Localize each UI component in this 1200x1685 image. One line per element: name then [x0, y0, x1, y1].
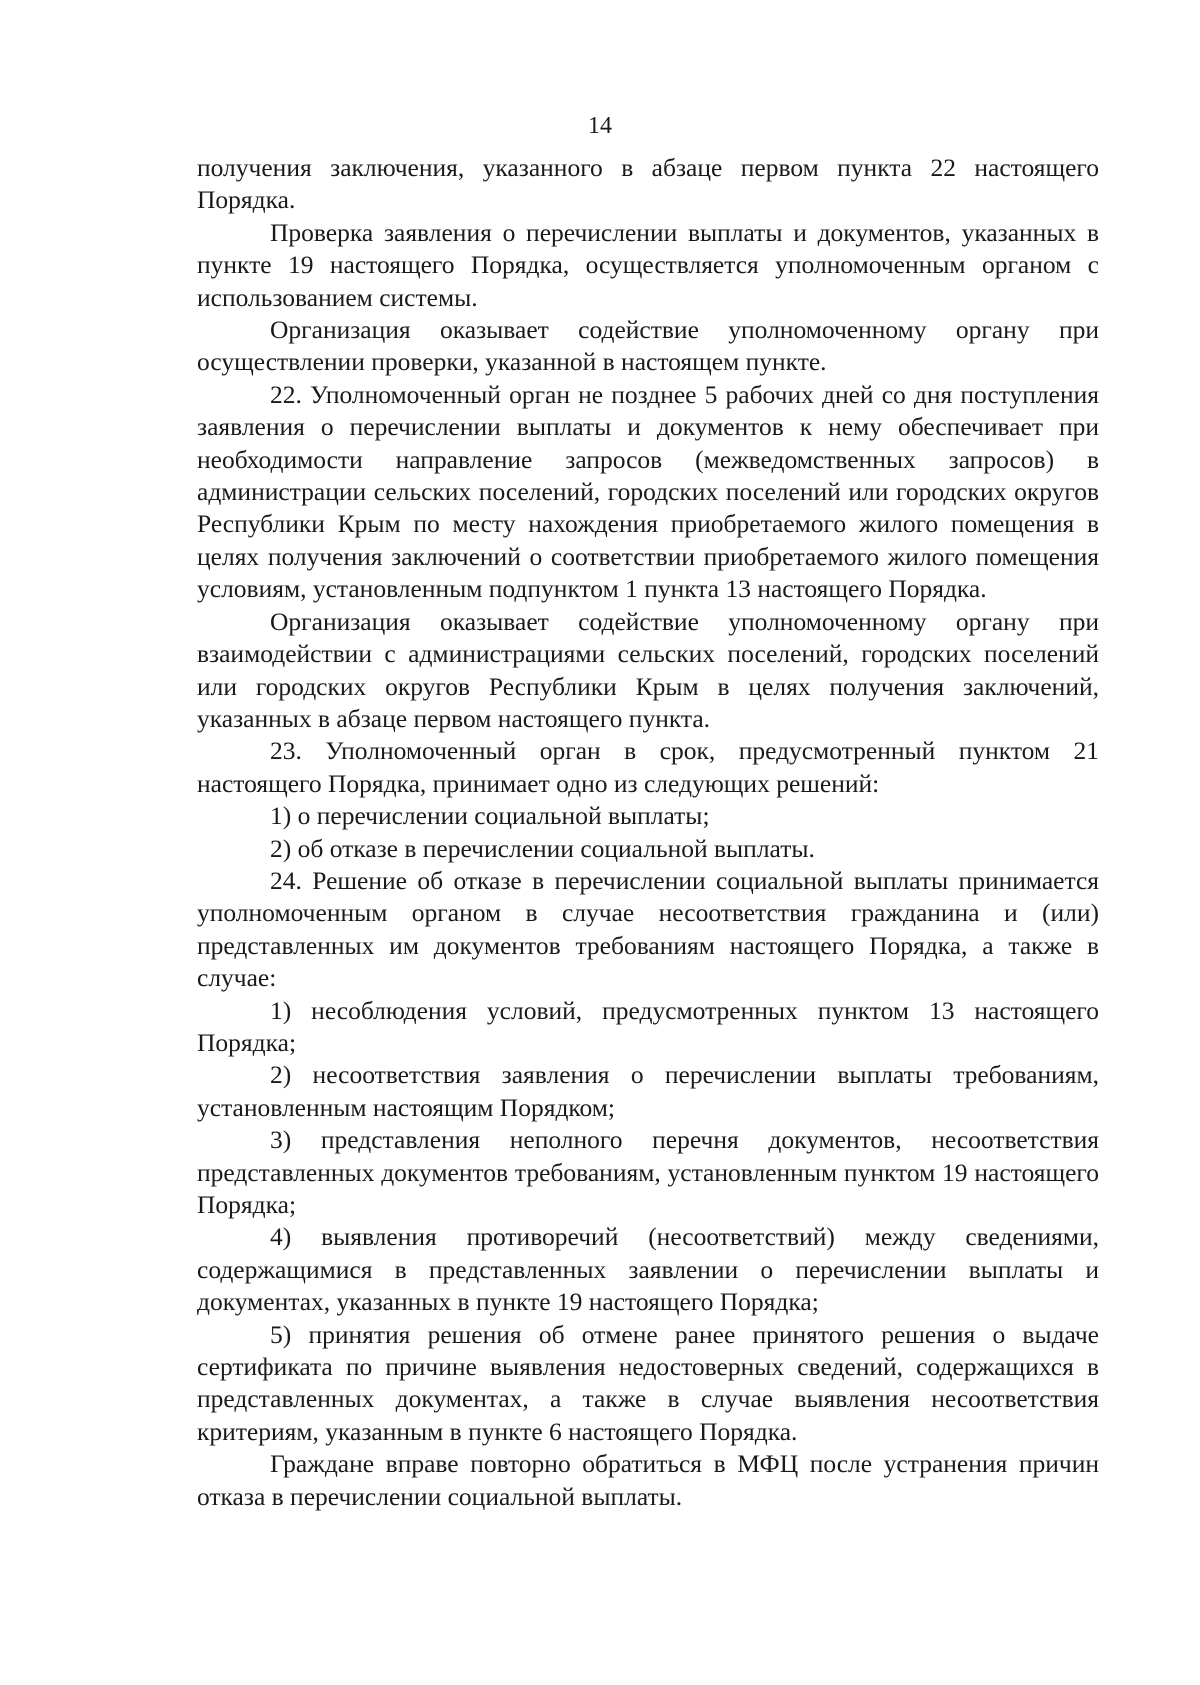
list-item: 1) несоблюдения условий, предусмотренных пунктом 13 настоящего Порядка;: [197, 995, 1099, 1057]
paragraph: Организация оказывает содействие уполномоченному органу при осуществлении проверки, указанной в настоящем пункте.: [197, 315, 1099, 377]
paragraph: 23. Уполномоченный орган в срок, предусмотренный пунктом 21 настоящего Порядка, принимает одно из следующих решений:: [197, 736, 1099, 798]
paragraph: Проверка заявления о перечислении выплаты и документов, указанных в пункте 19 настоящего Порядка, осуществляется уполномоченным органом с использованием системы.: [197, 217, 1099, 312]
list-item: 4) выявления противоречий (несоответствий) между сведениями, содержащимися в представленных заявлении о перечислении выплаты и документах, указанных в пункте 19 настоящего Порядка;: [197, 1222, 1099, 1317]
page-number: 14: [588, 113, 612, 139]
list-item: 2) об отказе в перечислении социальной выплаты.: [270, 833, 815, 863]
list-item: 5) принятия решения об отмене ранее принятого решения о выдаче сертификата по причине выявления недостоверных сведений, содержащихся в представленных документах, а также в случае выявления несоответствия критериям, указанным в пункте 6 настоящего Порядка.: [197, 1319, 1099, 1446]
paragraph: Граждане вправе повторно обратиться в МФЦ после устранения причин отказа в перечислении социальной выплаты.: [197, 1449, 1099, 1511]
paragraph: получения заключения, указанного в абзаце первом пункта 22 настоящего Порядка.: [197, 153, 1099, 215]
paragraph: Организация оказывает содействие уполномоченному органу при взаимодействии с администрациями сельских поселений, городских поселений или городских округов Республики Крым в целях получения заключений, указанных в абзаце первом настоящего пункта.: [197, 606, 1099, 733]
document-body: [197, 152, 1099, 1513]
list-item: 3) представления неполного перечня документов, несоответствия представленных документов требованиям, установленным пунктом 19 настоящего Порядка;: [197, 1125, 1099, 1219]
list-item: 2) несоответствия заявления о перечислении выплаты требованиям, установленным настоящим Порядком;: [197, 1060, 1099, 1122]
list-item: 1) о перечислении социальной выплаты;: [270, 801, 710, 831]
paragraph: 24. Решение об отказе в перечислении социальной выплаты принимается уполномоченным органом в случае несоответствия гражданина и (или) представленных им документов требованиям настоящего Порядка, а также в случае:: [197, 865, 1099, 993]
paragraph: 22. Уполномоченный орган не позднее 5 рабочих дней со дня поступления заявления о перечислении выплаты и документов к нему обеспечивает при необходимости направление запросов (межведомственных запросов) в администрации сельских поселений, городских поселений или городских округов Республики Крым по месту нахождения приобретаемого жилого помещения в целях получения заключений о соответствии приобретаемого жилого помещения условиям, установленным подпунктом 1 пункта 13 настоящего Порядка.: [197, 379, 1099, 604]
